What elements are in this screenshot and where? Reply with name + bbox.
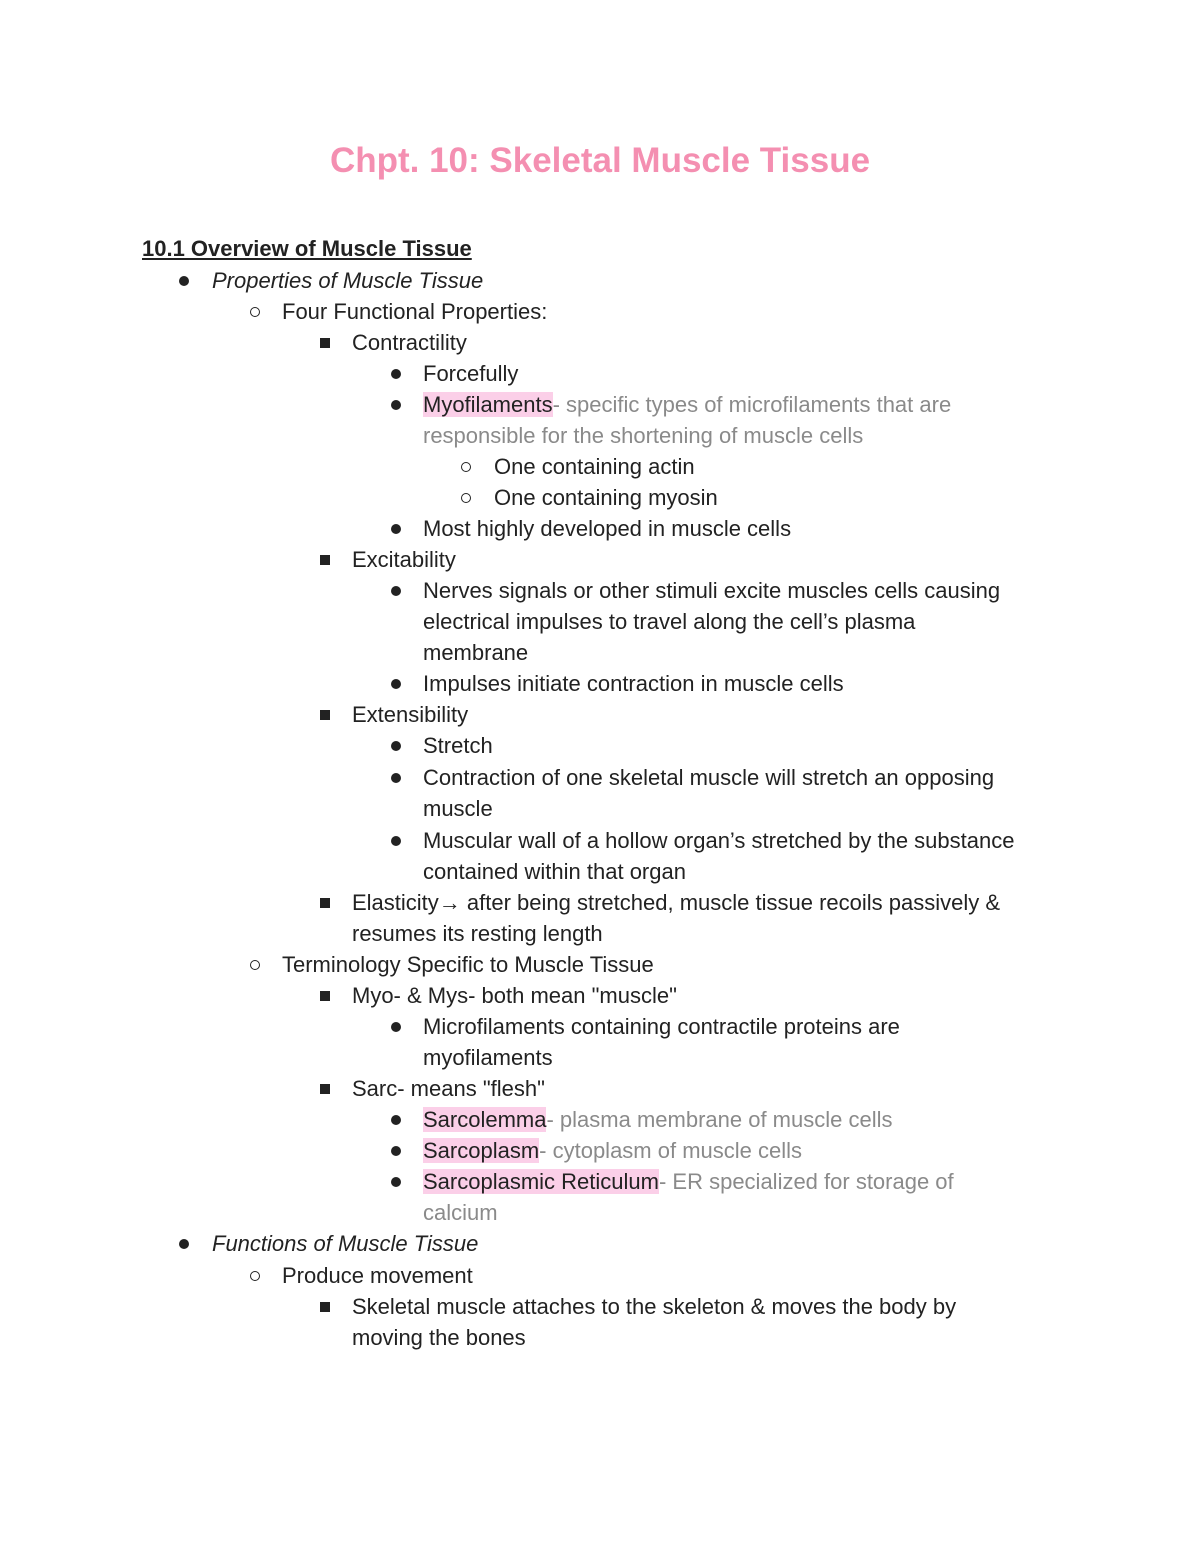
bullet-square-icon [313, 544, 337, 575]
list-item: Excitability [352, 547, 456, 572]
highlighted-term: Sarcoplasm [423, 1138, 540, 1163]
highlighted-term: Sarcoplasmic Reticulum [423, 1169, 659, 1194]
bullet-dot-icon [384, 358, 408, 389]
bullet-circle-icon [243, 296, 267, 327]
definition-text: - specific types of microfilaments that are [552, 392, 952, 417]
list-item: One containing actin [494, 454, 695, 479]
list-item: Properties of Muscle Tissue [212, 268, 484, 293]
list-item: Functions of Muscle Tissue [212, 1231, 479, 1256]
bullet-square-icon [313, 1291, 337, 1322]
bullet-dot-icon [384, 1011, 408, 1042]
list-item-continuation: resumes its resting length [352, 921, 603, 946]
list-item-continuation: contained within that organ [423, 859, 686, 884]
bullet-square-icon [313, 327, 337, 358]
bullet-dot-icon [384, 1166, 408, 1197]
list-item: Microfilaments containing contractile proteins are [423, 1014, 900, 1039]
list-item [423, 1104, 893, 1135]
list-item: Contractility [352, 330, 467, 355]
list-item: Four Functional Properties: [282, 299, 548, 324]
list-item: Muscular wall of a hollow organ’s stretched by the substance [423, 828, 1015, 853]
list-item: Produce movement [282, 1263, 473, 1288]
list-item-continuation: membrane [423, 640, 529, 665]
section-heading: 10.1 Overview of Muscle Tissue [142, 236, 472, 261]
bullet-square-icon [313, 980, 337, 1011]
list-item-continuation: electrical impulses to travel along the cell’s plasma [423, 609, 916, 634]
bullet-dot-icon [172, 265, 196, 296]
bullet-circle-icon [454, 451, 478, 482]
bullet-circle-icon [243, 949, 267, 980]
bullet-dot-icon [384, 1135, 408, 1166]
list-item: Impulses initiate contraction in muscle cells [423, 671, 844, 696]
bullet-dot-icon [384, 575, 408, 606]
definition-text: - ER specialized for storage of [658, 1169, 954, 1194]
list-item: Nerves signals or other stimuli excite muscles cells causing [423, 578, 1001, 603]
list-item: Most highly developed in muscle cells [423, 516, 792, 541]
list-item: Forcefully [423, 361, 519, 386]
list-item-continuation: myofilaments [423, 1045, 553, 1070]
highlighted-term: Myofilaments [423, 392, 553, 417]
bullet-dot-icon [172, 1228, 196, 1259]
list-item: Elasticity→ after being stretched, muscle tissue recoils passively & [352, 890, 1001, 915]
bullet-dot-icon [384, 730, 408, 761]
list-item-continuation: moving the bones [352, 1325, 526, 1350]
definition-text: calcium [423, 1200, 498, 1225]
list-item: Stretch [423, 733, 493, 758]
highlighted-term: Sarcolemma [423, 1107, 547, 1132]
list-item [423, 1166, 954, 1197]
bullet-square-icon [313, 1073, 337, 1104]
bullet-dot-icon [384, 762, 408, 793]
bullet-circle-icon [454, 482, 478, 513]
page-title: Chpt. 10: Skeletal Muscle Tissue [329, 141, 871, 180]
list-item: One containing myosin [494, 485, 718, 510]
list-item: Terminology Specific to Muscle Tissue [282, 952, 654, 977]
definition-text: responsible for the shortening of muscle cells [423, 423, 864, 448]
list-item: Skeletal muscle attaches to the skeleton & moves the body by [352, 1294, 957, 1319]
list-item: Contraction of one skeletal muscle will stretch an opposing [423, 765, 995, 790]
bullet-dot-icon [384, 513, 408, 544]
definition-text: - cytoplasm of muscle cells [539, 1138, 803, 1163]
list-item [423, 1135, 802, 1166]
bullet-square-icon [313, 887, 337, 918]
bullet-circle-icon [243, 1260, 267, 1291]
list-item [423, 389, 951, 420]
list-item: Sarc- means "flesh" [352, 1076, 545, 1101]
bullet-dot-icon [384, 1104, 408, 1135]
list-item-continuation: muscle [423, 796, 493, 821]
bullet-dot-icon [384, 825, 408, 856]
bullet-dot-icon [384, 668, 408, 699]
definition-text: - plasma membrane of muscle cells [546, 1107, 893, 1132]
list-item: Extensibility [352, 702, 469, 727]
bullet-square-icon [313, 699, 337, 730]
list-item: Myo- & Mys- both mean "muscle" [352, 983, 677, 1008]
bullet-dot-icon [384, 389, 408, 420]
